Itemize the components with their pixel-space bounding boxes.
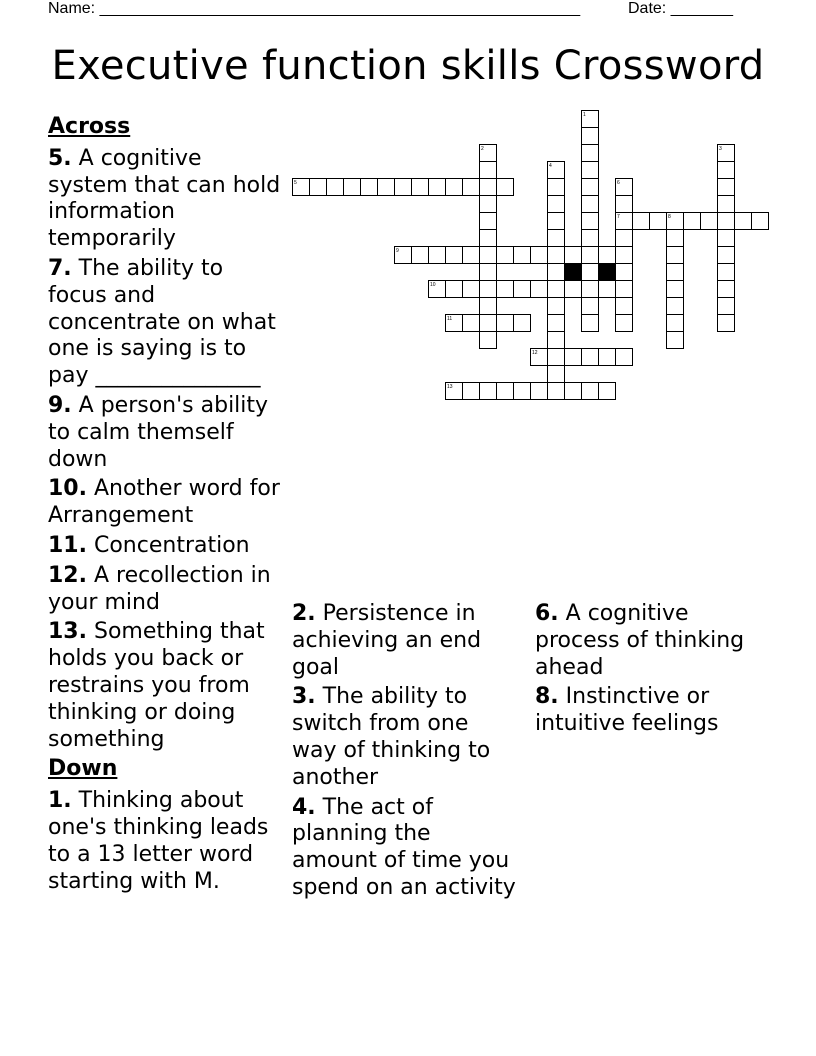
grid-cell[interactable] <box>497 281 514 298</box>
clue-number: 9. <box>48 392 72 418</box>
grid-cell[interactable] <box>548 247 565 264</box>
grid-cell[interactable] <box>429 179 446 196</box>
grid-cell[interactable] <box>480 179 497 196</box>
clue-number: 13. <box>48 619 87 645</box>
grid-cell[interactable] <box>548 213 565 230</box>
grid-cell[interactable] <box>684 213 701 230</box>
grid-cell[interactable] <box>616 196 633 213</box>
grid-cell[interactable] <box>531 247 548 264</box>
grid-cell[interactable] <box>650 213 667 230</box>
grid-cell[interactable] <box>463 247 480 264</box>
grid-cell[interactable] <box>446 179 463 196</box>
grid-cell[interactable] <box>718 213 735 230</box>
grid-cell[interactable] <box>480 264 497 281</box>
grid-cell[interactable] <box>752 213 769 230</box>
grid-clue-number: 10 <box>430 282 436 288</box>
grid-cell[interactable] <box>412 179 429 196</box>
grid-clue-number: 5 <box>294 180 297 186</box>
page-title: Executive function skills Crossword <box>51 43 765 89</box>
clue-text: The ability to focus and concentrate on what one is saying is to pay _______________ <box>48 255 276 389</box>
grid-clue-number: 1 <box>583 112 586 118</box>
grid-cell[interactable] <box>548 315 565 332</box>
across-clue-5 <box>48 146 288 253</box>
grid-cell[interactable] <box>718 230 735 247</box>
grid-cell[interactable] <box>582 162 599 179</box>
grid-cell[interactable] <box>480 145 497 162</box>
grid-cell[interactable] <box>497 247 514 264</box>
grid-cell[interactable] <box>446 315 463 332</box>
down-clue-6 <box>535 601 770 681</box>
clue-text: Something that holds you back or restrains you from thinking or doing something <box>48 619 265 752</box>
grid-cell[interactable] <box>582 196 599 213</box>
grid-clue-number: 4 <box>549 163 552 169</box>
grid-cell[interactable] <box>718 264 735 281</box>
grid-cell[interactable] <box>718 281 735 298</box>
grid-cell[interactable] <box>480 247 497 264</box>
name-field[interactable]: Name: ______________________________________________________ <box>48 0 581 17</box>
grid-cell[interactable] <box>565 281 582 298</box>
grid-cell[interactable] <box>616 179 633 196</box>
grid-cell[interactable] <box>599 281 616 298</box>
grid-cell[interactable] <box>667 315 684 332</box>
grid-clue-number: 12 <box>532 350 538 356</box>
grid-cell[interactable] <box>548 179 565 196</box>
grid-cell[interactable] <box>548 298 565 315</box>
grid-cell[interactable] <box>616 230 633 247</box>
grid-cell[interactable] <box>718 315 735 332</box>
clue-text: Thinking about one's thinking leads to a 13 letter word starting with M. <box>48 788 269 894</box>
grid-cell-black <box>565 264 582 281</box>
grid-cell[interactable] <box>582 128 599 145</box>
grid-cell[interactable] <box>718 162 735 179</box>
grid-cell[interactable] <box>395 179 412 196</box>
grid-cell[interactable] <box>463 281 480 298</box>
grid-cell[interactable] <box>582 264 599 281</box>
grid-cell[interactable] <box>735 213 752 230</box>
grid-cell[interactable] <box>599 349 616 366</box>
grid-cell[interactable] <box>548 349 565 366</box>
clues-column-left <box>48 114 288 898</box>
clue-text: Instinctive or intuitive feelings <box>535 684 719 737</box>
grid-cell[interactable] <box>633 213 650 230</box>
grid-cell[interactable] <box>582 230 599 247</box>
down-clue-2 <box>292 601 517 681</box>
grid-cell[interactable] <box>667 298 684 315</box>
grid-cell[interactable] <box>429 247 446 264</box>
grid-clue-number: 2 <box>481 146 484 152</box>
grid-cell[interactable] <box>514 315 531 332</box>
grid-cell[interactable] <box>582 298 599 315</box>
grid-clue-number: 9 <box>396 248 399 254</box>
clue-text: A cognitive system that can hold information temporarily <box>48 145 281 252</box>
grid-cell[interactable] <box>616 281 633 298</box>
grid-cell[interactable] <box>514 383 531 400</box>
grid-cell[interactable] <box>480 383 497 400</box>
grid-cell[interactable] <box>497 383 514 400</box>
down-clue-3 <box>292 684 517 791</box>
grid-cell[interactable] <box>616 298 633 315</box>
grid-clue-number: 6 <box>617 180 620 186</box>
clue-text: The act of planning the amount of time you spend on an activity <box>292 794 516 900</box>
clue-number: 5. <box>48 145 72 171</box>
grid-cell[interactable] <box>395 247 412 264</box>
grid-cell[interactable] <box>446 383 463 400</box>
grid-cell[interactable] <box>514 281 531 298</box>
grid-cell[interactable] <box>565 383 582 400</box>
clue-number: 2. <box>292 601 316 626</box>
across-clue-13 <box>48 619 288 753</box>
grid-cell[interactable] <box>446 281 463 298</box>
grid-cell[interactable] <box>582 179 599 196</box>
clue-text: A cognitive process of thinking ahead <box>535 601 745 680</box>
grid-cell[interactable] <box>361 179 378 196</box>
grid-cell[interactable] <box>480 281 497 298</box>
across-heading: Across <box>48 114 131 139</box>
across-clue-7 <box>48 256 288 390</box>
grid-cell[interactable] <box>667 264 684 281</box>
grid-cell[interactable] <box>616 264 633 281</box>
grid-cell[interactable] <box>616 213 633 230</box>
grid-cell[interactable] <box>480 196 497 213</box>
grid-cell[interactable] <box>548 196 565 213</box>
clues-column-right <box>535 601 770 741</box>
clue-number: 7. <box>48 255 72 281</box>
grid-cell[interactable] <box>378 179 395 196</box>
grid-cell[interactable] <box>548 332 565 349</box>
grid-cell[interactable] <box>480 213 497 230</box>
grid-cell[interactable] <box>667 230 684 247</box>
grid-cell[interactable] <box>718 298 735 315</box>
clue-text: A person's ability to calm themself down <box>48 392 269 472</box>
grid-cell[interactable] <box>548 162 565 179</box>
grid-cell-black <box>599 264 616 281</box>
grid-cell[interactable] <box>548 230 565 247</box>
grid-cell[interactable] <box>480 162 497 179</box>
grid-cell[interactable] <box>310 179 327 196</box>
across-clue-11 <box>48 533 288 560</box>
grid-cell[interactable] <box>582 145 599 162</box>
grid-cell[interactable] <box>548 383 565 400</box>
grid-cell[interactable] <box>429 281 446 298</box>
grid-cell[interactable] <box>514 247 531 264</box>
grid-cell[interactable] <box>599 383 616 400</box>
grid-cell[interactable] <box>548 264 565 281</box>
grid-clue-number: 7 <box>617 214 620 220</box>
grid-cell[interactable] <box>548 366 565 383</box>
grid-cell[interactable] <box>667 213 684 230</box>
name-date-line <box>48 0 748 18</box>
grid-cell[interactable] <box>599 247 616 264</box>
grid-cell[interactable] <box>327 179 344 196</box>
grid-cell[interactable] <box>582 213 599 230</box>
grid-cell[interactable] <box>497 179 514 196</box>
grid-clue-number: 11 <box>447 316 453 322</box>
clue-number: 6. <box>535 601 559 626</box>
grid-cell[interactable] <box>293 179 310 196</box>
clue-text: Persistence in achieving an end goal <box>292 601 482 680</box>
grid-clue-number: 13 <box>447 384 453 390</box>
grid-cell[interactable] <box>548 281 565 298</box>
grid-cell[interactable] <box>531 349 548 366</box>
grid-cell[interactable] <box>565 349 582 366</box>
clue-number: 4. <box>292 794 316 820</box>
clue-text: Another word for Arrangement <box>48 476 280 529</box>
clue-number: 12. <box>48 562 87 588</box>
grid-cell[interactable] <box>582 315 599 332</box>
grid-cell[interactable] <box>531 281 548 298</box>
grid-clue-number: 3 <box>719 146 722 152</box>
grid-cell[interactable] <box>480 230 497 247</box>
grid-cell[interactable] <box>463 315 480 332</box>
down-clue-4 <box>292 795 517 902</box>
grid-cell[interactable] <box>497 315 514 332</box>
date-field[interactable]: Date: _______ <box>628 0 733 17</box>
clue-text: Concentration <box>86 532 250 558</box>
grid-cell[interactable] <box>531 383 548 400</box>
grid-cell[interactable] <box>616 247 633 264</box>
grid-cell[interactable] <box>412 247 429 264</box>
grid-cell[interactable] <box>463 179 480 196</box>
across-clue-10 <box>48 476 288 530</box>
grid-clue-number: 8 <box>668 214 671 220</box>
clues-column-middle <box>292 601 517 905</box>
grid-cell[interactable] <box>565 247 582 264</box>
clue-number: 3. <box>292 684 316 710</box>
grid-cell[interactable] <box>667 247 684 264</box>
across-clue-12 <box>48 563 288 617</box>
clue-number: 8. <box>535 684 559 710</box>
grid-cell[interactable] <box>582 383 599 400</box>
grid-cell[interactable] <box>582 111 599 128</box>
clue-number: 1. <box>48 788 72 814</box>
grid-cell[interactable] <box>701 213 718 230</box>
grid-cell[interactable] <box>480 315 497 332</box>
grid-cell[interactable] <box>718 145 735 162</box>
clue-number: 11. <box>48 532 87 558</box>
grid-cell[interactable] <box>582 247 599 264</box>
grid-cell[interactable] <box>616 315 633 332</box>
grid-cell[interactable] <box>463 383 480 400</box>
grid-cell[interactable] <box>616 349 633 366</box>
grid-cell[interactable] <box>718 179 735 196</box>
down-heading: Down <box>48 756 118 782</box>
grid-cell[interactable] <box>344 179 361 196</box>
grid-cell[interactable] <box>718 196 735 213</box>
grid-cell[interactable] <box>480 332 497 349</box>
clue-text: The ability to switch from one way of thinking to another <box>292 684 491 790</box>
grid-cell[interactable] <box>582 281 599 298</box>
clue-number: 10. <box>48 476 87 502</box>
grid-cell[interactable] <box>667 332 684 349</box>
grid-cell[interactable] <box>582 349 599 366</box>
clue-text: A recollection in your mind <box>48 562 271 615</box>
down-clue-1 <box>48 788 288 895</box>
down-clue-8 <box>535 684 770 738</box>
grid-cell[interactable] <box>446 247 463 264</box>
grid-cell[interactable] <box>480 298 497 315</box>
across-clue-9 <box>48 393 288 473</box>
grid-cell[interactable] <box>667 281 684 298</box>
grid-cell[interactable] <box>718 247 735 264</box>
